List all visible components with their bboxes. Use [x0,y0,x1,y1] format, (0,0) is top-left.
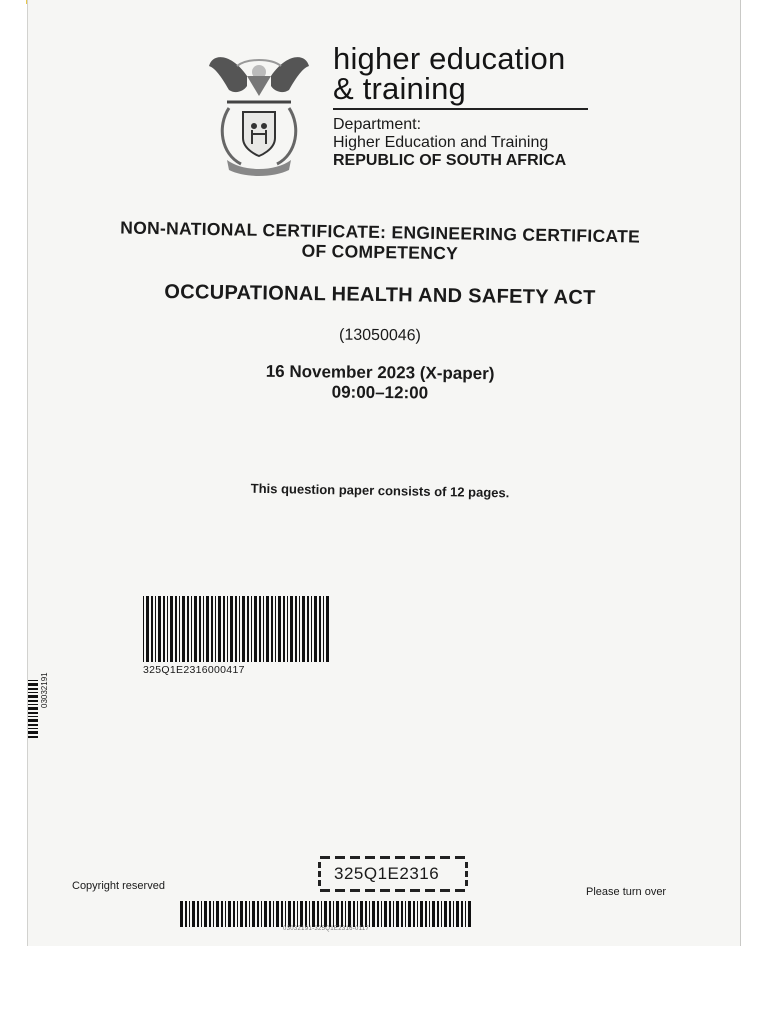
barcode-bar [465,901,466,927]
barcode-bar [175,596,177,662]
barcode-bar [300,901,303,927]
barcode-bar [290,596,293,662]
barcode-bar [213,901,214,927]
barcode-bar [28,719,38,722]
barcode-bar [28,680,38,681]
barcode-bar [408,901,411,927]
barcode-bar [230,596,233,662]
barcode-bar [333,901,334,927]
barcode-bar [28,716,38,717]
barcode-bar [323,596,324,662]
barcode-bar [417,901,418,927]
barcode-bar [429,901,430,927]
barcode-bar [319,596,321,662]
barcode-bar [28,692,38,693]
barcode-bar [309,901,310,927]
barcode-bar [242,596,245,662]
barcode-bar [223,596,225,662]
barcode-bar [317,901,319,927]
barcode-bar [468,901,471,927]
side-barcode [28,680,38,740]
barcode-bar [228,901,231,927]
barcode-bar [191,596,192,662]
barcode-bar [420,901,423,927]
barcode-bar [254,596,257,662]
barcode-bar [189,901,190,927]
stamp-code: 325Q1E2316 [334,864,440,883]
barcode-bar [461,901,463,927]
certificate-line-1: NON-NATIONAL CERTIFICATE: ENGINEERING CERTIFICATE [120,217,641,247]
barcode-bar [28,707,38,710]
exam-date-time [60,360,700,407]
barcode-bar [273,901,274,927]
barcode-bar [299,596,300,662]
certificate-line-2: OF COMPETENCY [301,240,459,264]
barcode-bar [396,901,399,927]
barcode-bar [158,596,161,662]
barcode-bar [266,596,269,662]
barcode-bar [413,901,415,927]
barcode-bar [348,901,351,927]
barcode-bar [28,695,38,698]
barcode-bar [281,901,283,927]
barcode-bar [449,901,451,927]
barcode-bar [28,683,38,686]
barcode-bar [360,901,363,927]
barcode-bar [456,901,459,927]
subject-code: (13050046) [338,326,422,345]
barcode-bar [302,596,305,662]
barcode-bar [28,700,38,702]
barcode-bar [206,596,209,662]
barcode-bar [204,901,207,927]
barcode-bar [259,596,261,662]
barcode-bar [365,901,367,927]
barcode-bar [381,901,382,927]
logo-line-higher-education: higher education [333,41,566,76]
barcode-bar [170,596,173,662]
barcode-bar [401,901,403,927]
bottom-barcode [180,901,474,927]
logo-divider [333,108,588,110]
barcode-bar [199,596,201,662]
department-label: Department: [333,116,422,133]
barcode-bar [216,901,219,927]
barcode-bar [192,901,195,927]
barcode-bar [28,704,38,705]
barcode-bar [233,901,235,927]
barcode-bar [437,901,439,927]
barcode-bar [163,596,165,662]
barcode-bar [247,596,249,662]
subject-title: OCCUPATIONAL HEALTH AND SAFETY ACT [164,280,596,310]
barcode-bar [405,901,406,927]
barcode-bar [326,596,329,662]
barcode-bar [251,596,252,662]
barcode-bar [264,901,267,927]
barcode-bar [271,596,273,662]
department-name: Higher Education and Training [333,134,549,151]
exam-date: 16 November 2023 (X-paper) [265,361,495,384]
stamp-border-bottom [320,889,466,892]
barcode-bar [225,901,226,927]
barcode-bar [194,596,197,662]
barcode-bar [28,736,38,738]
country-name: REPUBLIC OF SOUTH AFRICA [333,152,567,169]
barcode-bar [425,901,427,927]
barcode-bar [295,596,297,662]
barcode-bar [276,901,279,927]
barcode-bar [28,728,38,729]
barcode-bar [278,596,281,662]
barcode-bar [393,901,394,927]
barcode-bar [341,901,343,927]
barcode-bar [28,731,38,734]
barcode-bar [143,596,144,662]
barcode-bar [240,901,243,927]
barcode-bar [269,901,271,927]
barcode-bar [453,901,454,927]
barcode-bar [235,596,237,662]
barcode-bar [146,596,149,662]
logo-title [333,41,566,106]
barcode-bar [329,901,331,927]
barcode-bar [201,901,202,927]
turn-over-note: Please turn over [586,886,667,898]
barcode-bar [314,596,317,662]
barcode-bar [312,901,315,927]
barcode-bar [297,901,298,927]
barcode-bar [369,901,370,927]
barcode-bar [252,901,255,927]
barcode-bar [321,901,322,927]
barcode-bar [249,901,250,927]
barcode-bar [432,901,435,927]
barcode-bar [227,596,228,662]
barcode-bar [237,901,238,927]
barcode-bar [389,901,391,927]
department-block [333,116,566,170]
barcode-bar [287,596,288,662]
barcode-bar [185,901,187,927]
barcode-bar [155,596,156,662]
stamp-border-left [318,862,321,886]
barcode-bar [28,712,38,714]
coat-of-arms-icon [207,46,311,180]
barcode-bar [324,901,327,927]
bottom-barcode-label: 03032191-325Q1E2316-0117 [283,926,370,932]
barcode-bar [182,596,185,662]
barcode-bar [307,596,309,662]
barcode-bar [167,596,168,662]
barcode-bar [180,901,183,927]
barcode-bar [377,901,379,927]
barcode-bar [197,901,199,927]
barcode-bar [357,901,358,927]
barcode-bar [245,901,247,927]
barcode-bar [187,596,189,662]
barcode-bar [261,901,262,927]
barcode-bar [211,596,213,662]
barcode-bar [444,901,447,927]
barcode-bar [257,901,259,927]
barcode-bar [283,596,285,662]
exam-time: 09:00–12:00 [331,382,429,403]
barcode-bar [28,724,38,726]
barcode-bar [353,901,355,927]
copyright-note: Copyright reserved [72,880,165,892]
barcode-bar [263,596,264,662]
barcode-bar [345,901,346,927]
barcode-bar [151,596,153,662]
barcode-bar [221,901,223,927]
barcode-bar [28,688,38,690]
side-barcode-label: 03032191 [40,672,49,708]
stamp-border-top [320,856,466,859]
page-count-note: This question paper consists of 12 pages. [250,480,510,501]
barcode-bar [288,901,291,927]
barcode-bar [275,596,276,662]
barcode-bar [336,901,339,927]
barcode-bar [305,901,307,927]
barcode-bar [215,596,216,662]
barcode-bar [384,901,387,927]
paper-code-stamp [318,856,468,892]
barcode-bar [372,901,375,927]
barcode-bar [209,901,211,927]
stamp-border-right [465,862,468,886]
barcode-bar [311,596,312,662]
barcode-bar [441,901,442,927]
barcode-bar [218,596,221,662]
logo-line-training: & training [333,71,466,106]
barcode-bar [285,901,286,927]
barcode-bar [293,901,295,927]
barcode-bar [239,596,240,662]
main-barcode-label: 325Q1E2316000417 [143,664,245,676]
main-barcode [143,596,331,662]
barcode-bar [179,596,180,662]
barcode-bar [203,596,204,662]
